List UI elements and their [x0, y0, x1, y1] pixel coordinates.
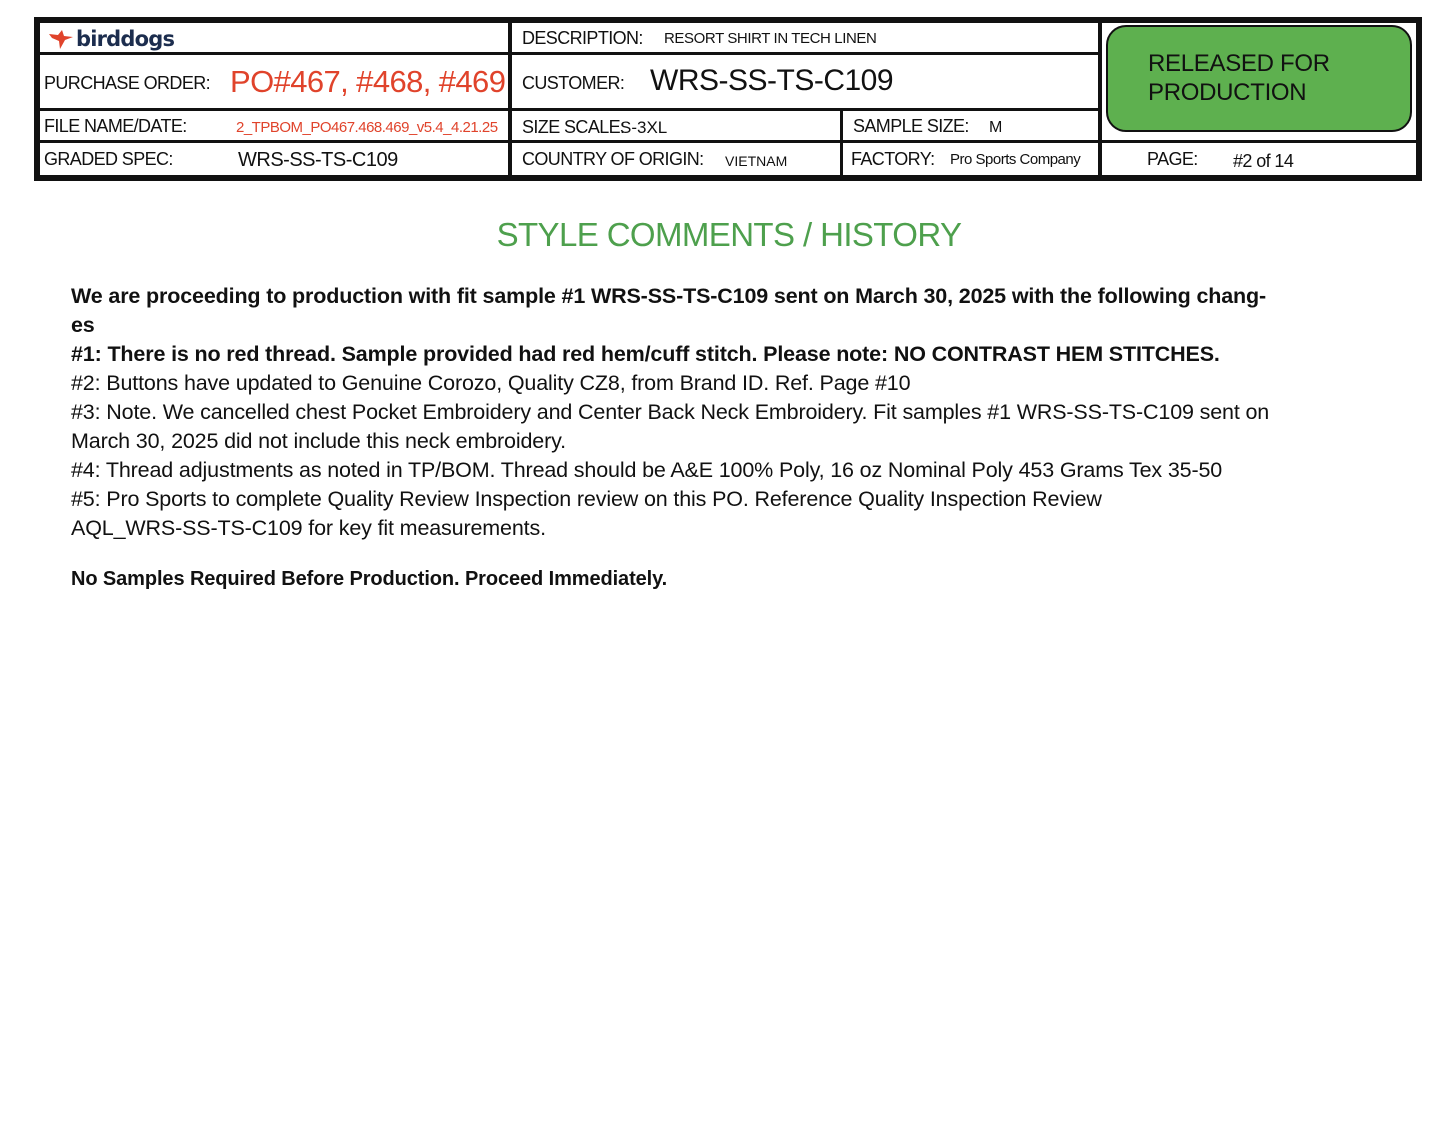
- page-label: PAGE:: [1147, 149, 1198, 169]
- comment-line: #4: Thread adjustments as noted in TP/BOM. Thread should be A&E 100% Poly, 16 oz Nominal Poly 453 Grams Tex 35-50: [71, 458, 1223, 482]
- status-text: [1148, 49, 1330, 107]
- factory-cell: [840, 140, 1101, 178]
- country-value: VIETNAM: [725, 153, 788, 169]
- customer-label: CUSTOMER:: [522, 73, 625, 93]
- purchase-order-value: PO#467, #468, #469: [230, 64, 506, 99]
- logo-cell: [37, 20, 511, 55]
- section-title: STYLE COMMENTS / HISTORY: [496, 216, 962, 253]
- status-line-2: PRODUCTION: [1148, 79, 1307, 106]
- purchase-order-label: PURCHASE ORDER:: [44, 73, 211, 93]
- factory-label: FACTORY:: [851, 149, 935, 169]
- comment-line: We are proceeding to production with fit sample #1 WRS-SS-TS-C109 sent on March 30, 2025 with the following chang-: [71, 284, 1267, 308]
- comment-line: #1: There is no red thread. Sample provided had red hem/cuff stitch. Please note: NO CONTRAST HEM STITCHES.: [71, 342, 1220, 366]
- description-cell: [509, 20, 1101, 55]
- sample-size-label: SAMPLE SIZE:: [853, 116, 969, 136]
- comment-line: #2: Buttons have updated to Genuine Corozo, Quality CZ8, from Brand ID. Ref. Page #10: [71, 371, 911, 395]
- description-value: RESORT SHIRT IN TECH LINEN: [664, 30, 877, 47]
- sample-size-cell: [840, 108, 1101, 143]
- purchase-order-cell: [37, 52, 511, 111]
- country-label: COUNTRY OF ORIGIN:: [522, 149, 704, 169]
- description-label: DESCRIPTION:: [522, 28, 643, 48]
- file-name-label: FILE NAME/DATE:: [44, 116, 187, 136]
- released-status-badge: [1106, 25, 1412, 132]
- comment-line: es: [71, 313, 95, 337]
- comment-line: #5: Pro Sports to complete Quality Review Inspection review on this PO. Reference Quality Inspection Review: [71, 487, 1102, 511]
- page-value: #2 of 14: [1233, 151, 1294, 171]
- customer-cell: [509, 52, 1101, 111]
- graded-spec-label: GRADED SPEC:: [44, 149, 173, 169]
- graded-spec-value: WRS-SS-TS-C109: [238, 149, 398, 171]
- sample-size-value: M: [989, 119, 1003, 136]
- country-cell: [509, 140, 843, 178]
- size-scale-cell: [509, 108, 843, 143]
- bird-icon: [48, 28, 74, 50]
- size-scale-label: SIZE SCALE:: [522, 117, 625, 137]
- logo-text: birddogs: [76, 27, 175, 51]
- factory-value: Pro Sports Company: [950, 151, 1081, 168]
- file-name-value: 2_TPBOM_PO467.468.469_v5.4_4.21.25: [236, 119, 498, 136]
- style-comments: [71, 282, 1361, 543]
- file-name-cell: [37, 108, 511, 143]
- customer-value: WRS-SS-TS-C109: [650, 64, 894, 97]
- brand-logo: [48, 27, 174, 51]
- page-cell: [1099, 140, 1419, 178]
- comment-line: March 30, 2025 did not include this neck embroidery.: [71, 429, 566, 453]
- status-line-1: RELEASED FOR: [1148, 50, 1330, 77]
- size-scale-value: S-3XL: [620, 118, 668, 137]
- comment-line: AQL_WRS-SS-TS-C109 for key fit measurements.: [71, 516, 546, 540]
- graded-spec-cell: [37, 140, 511, 178]
- comment-line: #3: Note. We cancelled chest Pocket Embroidery and Center Back Neck Embroidery. Fit samples #1 WRS-SS-TS-C109 sent on: [71, 400, 1270, 424]
- footnote: No Samples Required Before Production. Proceed Immediately.: [71, 568, 668, 590]
